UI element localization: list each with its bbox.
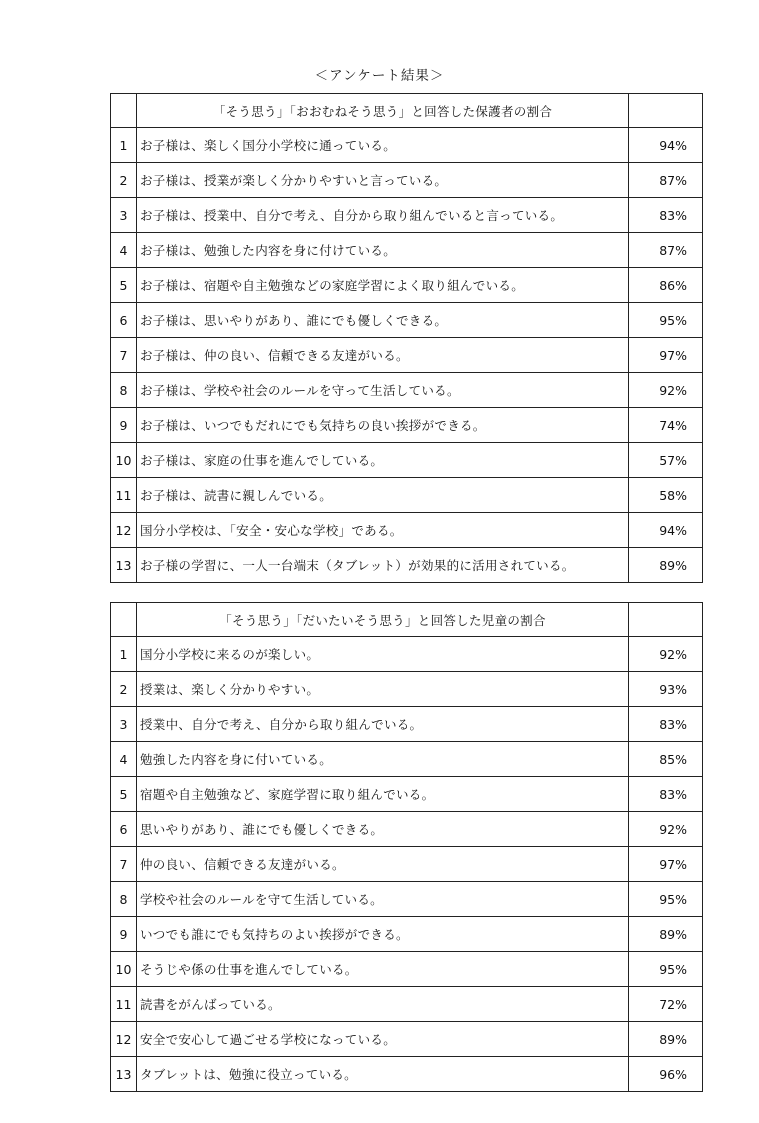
percent-value: 94% [629, 128, 703, 163]
table-row [111, 198, 703, 233]
table-row [111, 882, 703, 917]
question-text: 仲の良い、信頼できる友達がいる。 [137, 847, 629, 882]
row-number: 10 [111, 443, 137, 478]
table-row [111, 163, 703, 198]
table-row [111, 987, 703, 1022]
question-text: お子様は、読書に親しんでいる。 [137, 478, 629, 513]
percent-header-cell [629, 603, 703, 637]
percent-value: 86% [629, 268, 703, 303]
table-row [111, 338, 703, 373]
row-number: 1 [111, 128, 137, 163]
question-text: お子様の学習に、一人一台端末（タブレット）が効果的に活用されている。 [137, 548, 629, 583]
student-table-header: 「そう思う」「だいたいそう思う」と回答した児童の割合 [137, 603, 629, 637]
question-text: 宿題や自主勉強など、家庭学習に取り組んでいる。 [137, 777, 629, 812]
table-row [111, 303, 703, 338]
row-number: 4 [111, 742, 137, 777]
row-number: 13 [111, 1057, 137, 1092]
table-row [111, 478, 703, 513]
question-text: お子様は、思いやりがあり、誰にでも優しくできる。 [137, 303, 629, 338]
row-number: 9 [111, 917, 137, 952]
percent-value: 87% [629, 233, 703, 268]
table-row [111, 707, 703, 742]
row-number: 5 [111, 777, 137, 812]
table-row [111, 128, 703, 163]
row-number: 9 [111, 408, 137, 443]
percent-value: 87% [629, 163, 703, 198]
question-text: 授業は、楽しく分かりやすい。 [137, 672, 629, 707]
row-number: 2 [111, 163, 137, 198]
table-row [111, 1022, 703, 1057]
question-text: 授業中、自分で考え、自分から取り組んでいる。 [137, 707, 629, 742]
percent-value: 95% [629, 303, 703, 338]
percent-value: 95% [629, 952, 703, 987]
number-header-cell [111, 94, 137, 128]
student-survey-table [110, 602, 703, 1092]
table-row [111, 917, 703, 952]
percent-value: 74% [629, 408, 703, 443]
row-number: 6 [111, 303, 137, 338]
percent-value: 92% [629, 637, 703, 672]
percent-value: 83% [629, 707, 703, 742]
question-text: お子様は、宿題や自主勉強などの家庭学習によく取り組んでいる。 [137, 268, 629, 303]
percent-value: 89% [629, 917, 703, 952]
question-text: タブレットは、勉強に役立っている。 [137, 1057, 629, 1092]
row-number: 12 [111, 513, 137, 548]
table-row [111, 373, 703, 408]
question-text: お子様は、仲の良い、信頼できる友達がいる。 [137, 338, 629, 373]
table-row [111, 812, 703, 847]
table-row [111, 408, 703, 443]
question-text: そうじや係の仕事を進んでしている。 [137, 952, 629, 987]
percent-value: 83% [629, 198, 703, 233]
percent-value: 89% [629, 1022, 703, 1057]
question-text: 国分小学校に来るのが楽しい。 [137, 637, 629, 672]
table-row [111, 777, 703, 812]
table-row [111, 672, 703, 707]
table-row [111, 742, 703, 777]
row-number: 8 [111, 882, 137, 917]
percent-value: 92% [629, 373, 703, 408]
question-text: お子様は、いつでもだれにでも気持ちの良い挨拶ができる。 [137, 408, 629, 443]
percent-value: 95% [629, 882, 703, 917]
row-number: 3 [111, 198, 137, 233]
table-row [111, 847, 703, 882]
question-text: お子様は、楽しく国分小学校に通っている。 [137, 128, 629, 163]
parent-survey-table [110, 93, 703, 583]
question-text: 勉強した内容を身に付いている。 [137, 742, 629, 777]
parent-table-header: 「そう思う」「おおむねそう思う」と回答した保護者の割合 [137, 94, 629, 128]
row-number: 11 [111, 478, 137, 513]
number-header-cell [111, 603, 137, 637]
percent-value: 83% [629, 777, 703, 812]
question-text: 思いやりがあり、誰にでも優しくできる。 [137, 812, 629, 847]
question-text: 安全で安心して過ごせる学校になっている。 [137, 1022, 629, 1057]
table-row [111, 548, 703, 583]
page-title: ＜アンケート結果＞ [314, 68, 445, 84]
percent-header-cell [629, 94, 703, 128]
row-number: 1 [111, 637, 137, 672]
percent-value: 89% [629, 548, 703, 583]
row-number: 8 [111, 373, 137, 408]
table-row [111, 637, 703, 672]
question-text: お子様は、勉強した内容を身に付けている。 [137, 233, 629, 268]
percent-value: 58% [629, 478, 703, 513]
question-text: いつでも誰にでも気持ちのよい挨拶ができる。 [137, 917, 629, 952]
row-number: 4 [111, 233, 137, 268]
question-text: 国分小学校は、「安全・安心な学校」である。 [137, 513, 629, 548]
table-row [111, 443, 703, 478]
row-number: 12 [111, 1022, 137, 1057]
student-table-body [111, 637, 703, 1092]
table-row [111, 233, 703, 268]
row-number: 2 [111, 672, 137, 707]
row-number: 3 [111, 707, 137, 742]
parent-table-body [111, 128, 703, 583]
percent-value: 72% [629, 987, 703, 1022]
percent-value: 92% [629, 812, 703, 847]
row-number: 7 [111, 847, 137, 882]
percent-value: 94% [629, 513, 703, 548]
percent-value: 57% [629, 443, 703, 478]
question-text: お子様は、学校や社会のルールを守って生活している。 [137, 373, 629, 408]
percent-value: 85% [629, 742, 703, 777]
table-row [111, 1057, 703, 1092]
question-text: お子様は、授業中、自分で考え、自分から取り組んでいると言っている。 [137, 198, 629, 233]
percent-value: 97% [629, 338, 703, 373]
question-text: お子様は、授業が楽しく分かりやすいと言っている。 [137, 163, 629, 198]
table-header-row [111, 603, 703, 637]
table-row [111, 952, 703, 987]
percent-value: 97% [629, 847, 703, 882]
percent-value: 93% [629, 672, 703, 707]
row-number: 6 [111, 812, 137, 847]
row-number: 10 [111, 952, 137, 987]
percent-value: 96% [629, 1057, 703, 1092]
question-text: 読書をがんばっている。 [137, 987, 629, 1022]
table-header-row [111, 94, 703, 128]
row-number: 7 [111, 338, 137, 373]
question-text: お子様は、家庭の仕事を進んでしている。 [137, 443, 629, 478]
table-row [111, 513, 703, 548]
table-row [111, 268, 703, 303]
question-text: 学校や社会のルールを守て生活している。 [137, 882, 629, 917]
row-number: 13 [111, 548, 137, 583]
row-number: 11 [111, 987, 137, 1022]
row-number: 5 [111, 268, 137, 303]
